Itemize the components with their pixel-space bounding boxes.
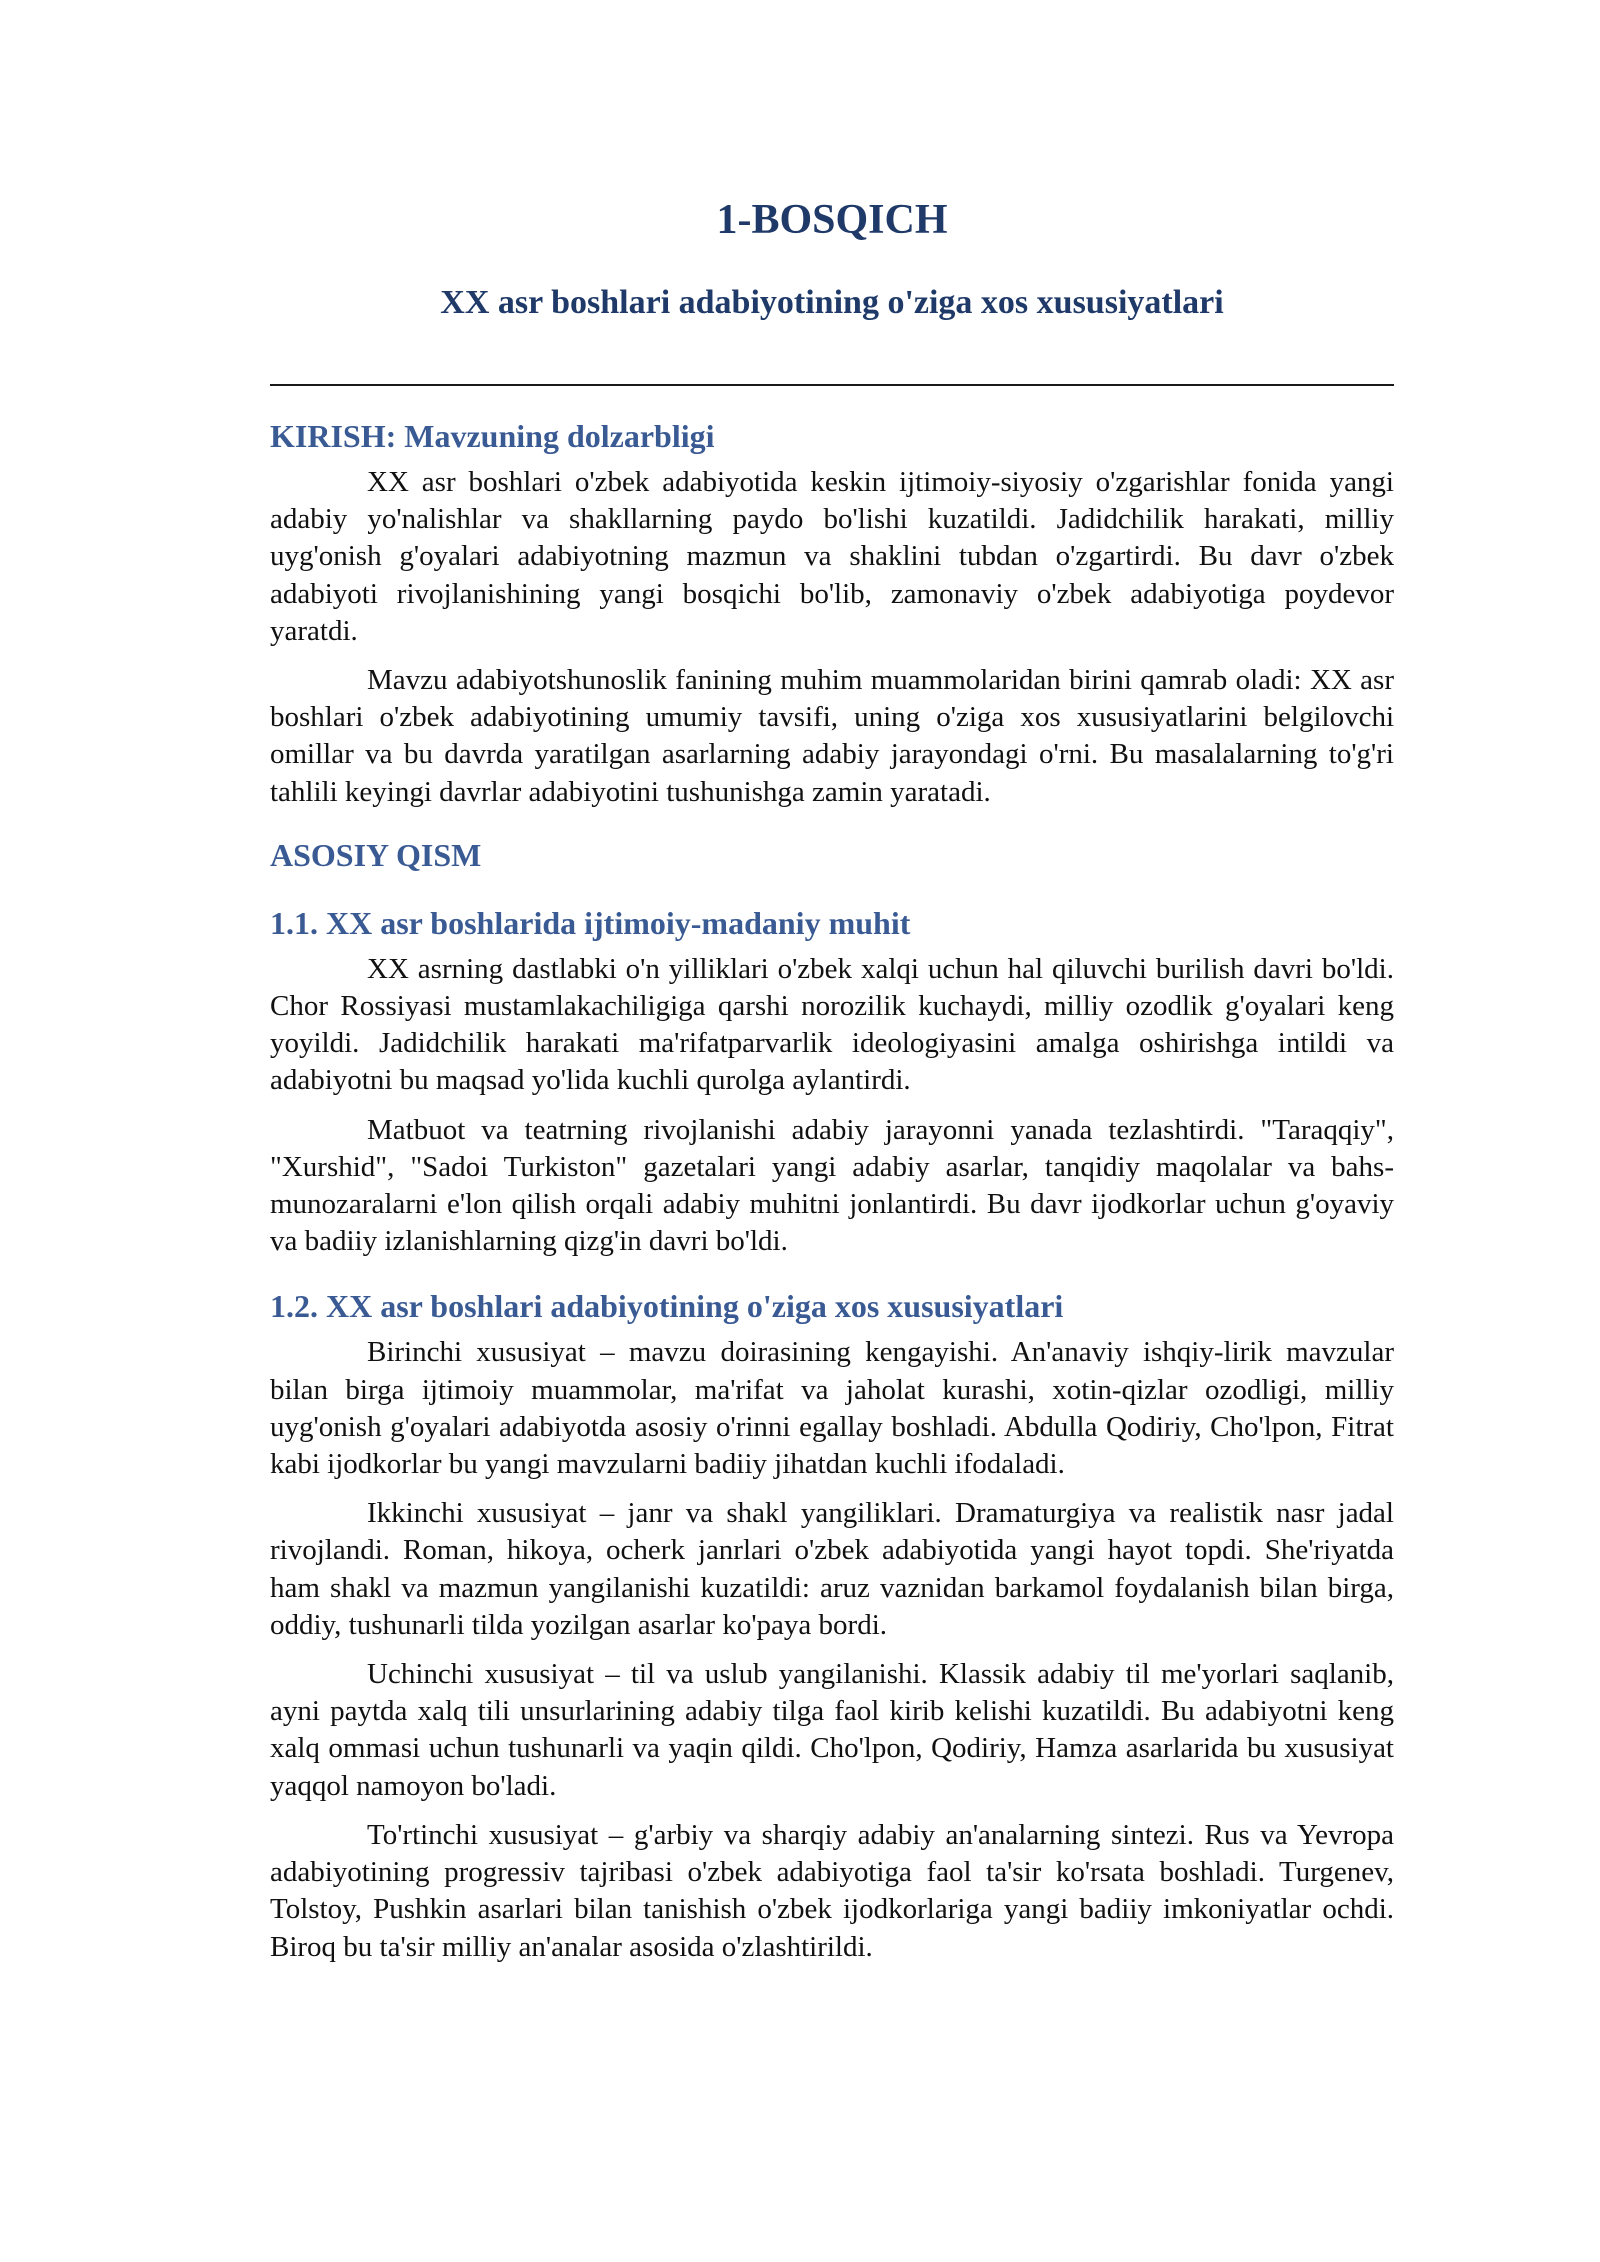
body-paragraph: Birinchi xususiyat – mavzu doirasining kengayishi. An'anaviy ishqiy-lirik mavzular bilan birga ijtimoiy muammolar, ma'rifat va jaholat kurashi, xotin-qizlar ozodligi, milliy uyg'onish g'oyalari adabiyotda asosiy o'rinni egallay boshladi. Abdulla Qodiriy, Cho'lpon, Fitrat kabi ijodkorlar bu yangi mavzularni badiiy jihatdan kuchli ifodaladi.	[270, 1336, 1394, 1481]
intro-paragraph: XX asr boshlari o'zbek adabiyotida keskin ijtimoiy-siyosiy o'zgarishlar fonida yangi adabiy yo'nalishlar va shakllarning paydo bo'lishi kuzatildi. Jadidchilik harakati, milliy uyg'onish g'oyalari adabiyotning mazmun va shaklini tubdan o'zgartirdi. Bu davr o'zbek adabiyoti rivojlanishining yangi bosqichi bo'lib, zamonaviy o'zbek adabiyotiga poydevor yaratdi.	[270, 466, 1394, 647]
main-section	[270, 833, 1394, 1966]
subsection-1-2	[270, 1284, 1394, 1965]
intro-paragraph: Mavzu adabiyotshunoslik fanining muhim muammolaridan birini qamrab oladi: XX asr boshlari o'zbek adabiyotining umumiy tavsifi, uning o'ziga xos xususiyatlarini belgilovchi omillar va bu davrda yaratilgan asarlarning adabiy jarayondagi o'rni. Bu masalalarning to'g'ri tahlili keyingi davrlar adabiyotini tushunishga zamin yaratadi.	[270, 664, 1394, 808]
intro-section	[270, 414, 1394, 811]
document-title: 1-BOSQICH	[716, 197, 948, 243]
document-subtitle: XX asr boshlari adabiyotining o'ziga xos xususiyatlari	[440, 284, 1224, 321]
subsection-heading: 1.2. XX asr boshlari adabiyotining o'ziga xos xususiyatlari	[270, 1288, 1064, 1325]
page-content	[270, 190, 1394, 1966]
subsection-heading: 1.1. XX asr boshlarida ijtimoiy-madaniy muhit	[270, 904, 911, 941]
body-paragraph: To'rtinchi xususiyat – g'arbiy va sharqiy adabiy an'analarning sintezi. Rus va Yevropa adabiyotining progressiv tajribasi o'zbek adabiyotiga faol ta'sir ko'rsata boshladi. Turgenev, Tolstoy, Pushkin asarlari bilan tanishish o'zbek ijodkorlariga yangi badiiy imkoniyatlar ochdi. Biroq bu ta'sir milliy an'analar asosida o'zlashtirildi.	[270, 1818, 1394, 1963]
intro-heading: KIRISH: Mavzuning dolzarbligi	[270, 418, 715, 454]
subsection-1-1	[270, 901, 1394, 1261]
body-paragraph: Uchinchi xususiyat – til va uslub yangilanishi. Klassik adabiy til me'yorlari saqlanib, ayni paytda xalq tili unsurlarining adabiy tilga faol kirib kelishi kuzatildi. Bu adabiyotni keng xalq ommasi uchun tushunarli va yaqin qildi. Cho'lpon, Qodiriy, Hamza asarlarida bu xususiyat yaqqol namoyon bo'ladi.	[270, 1658, 1394, 1802]
body-paragraph: XX asrning dastlabki o'n yilliklari o'zbek xalqi uchun hal qiluvchi burilish davri bo'ldi. Chor Rossiyasi mustamlakachiligiga qarshi norozilik kuchaydi, milliy ozodlik g'oyalari keng yoyildi. Jadidchilik harakati ma'rifatparvarlik ideologiyasini amalga oshirishga intildi va adabiyotni bu maqsad yo'lida kuchli qurolga aylantirdi.	[270, 952, 1394, 1097]
title-divider	[270, 384, 1394, 386]
body-paragraph: Ikkinchi xususiyat – janr va shakl yangiliklari. Dramaturgiya va realistik nasr jadal rivojlandi. Roman, hikoya, ocherk janrlari o'zbek adabiyotida yangi hayot topdi. She'riyatda ham shakl va mazmun yangilanishi kuzatildi: aruz vaznidan barkamol foydalanish bilan birga, oddiy, tushunarli tilda yozilgan asarlar ko'paya bordi.	[270, 1497, 1394, 1641]
body-paragraph: Matbuot va teatrning rivojlanishi adabiy jarayonni yanada tezlashtirdi. "Taraqqiy", "Xurshid", "Sadoi Turkiston" gazetalari yangi adabiy asarlar, tanqidiy maqolalar va bahs-munozaralarni e'lon qilish orqali adabiy muhitni jonlantirdi. Bu davr ijodkorlar uchun g'oyaviy va badiiy izlanishlarning qizg'in davri bo'ldi.	[270, 1113, 1394, 1258]
main-heading: ASOSIY QISM	[270, 836, 482, 873]
